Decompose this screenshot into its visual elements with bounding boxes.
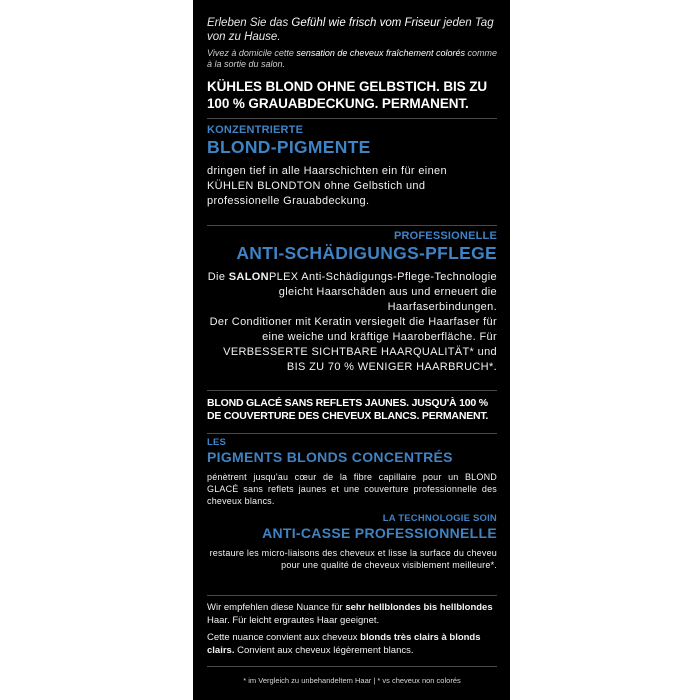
section-body: restaure les micro-liaisons des cheveux et lisse la surface du cheveu pour une qualité de cheveux visiblement meilleure*. (209, 548, 497, 570)
divider (207, 118, 497, 119)
body-text: Anti-Schädigungs-Pflege-Technologie gleicht Haarschäden aus und erneuert die Haarfaserbindungen. (278, 271, 497, 313)
claim-french: BLOND GLACÉ SANS REFLETS JAUNES. JUSQU'À 100 % DE COUVERTURE DES CHEVEUX BLANCS. PERMANENT. (207, 397, 489, 422)
recommendation-bold: sehr hellblondes bis hellblondes (345, 602, 493, 613)
intro-german-highlight: Gefühl wie frisch vom Friseur (291, 17, 441, 29)
section-pigments-fr (207, 437, 497, 507)
intro-french-text: Vivez à domicile cette (207, 48, 297, 58)
section-pigments-de (207, 124, 497, 209)
section-care-de (207, 230, 497, 375)
section-body: pénètrent jusqu'au cœur de la fibre capillaire pour un BLOND GLACÉ sans reflets jaunes et une couverture professionnelle des cheveux blancs. (207, 472, 497, 506)
recommendation-text: Cette nuance convient aux cheveux (207, 632, 361, 643)
divider (207, 666, 497, 667)
section-title: ANTI-CASSE PROFESSIONNELLE (262, 525, 497, 541)
intro-french (207, 48, 497, 70)
intro-german (207, 16, 497, 44)
recommendation-bold: blonds très clairs à blonds clairs. (207, 632, 481, 656)
section-body: dringen tief in alle Haarschichten ein für einen KÜHLEN BLONDTON ohne Gelbstich und professionelle Grauabdeckung. (207, 165, 447, 207)
recommendation-text-end: Convient aux cheveux légèrement blancs. (234, 644, 414, 656)
section-care-fr (207, 513, 497, 571)
recommendation-german (207, 602, 497, 627)
intro-german-text: Erleben Sie das (207, 17, 292, 29)
product-text-panel (193, 0, 510, 700)
section-title: PIGMENTS BLONDS CONCENTRÉS (207, 449, 453, 465)
section-kicker: PROFESSIONELLE (393, 230, 497, 242)
divider (207, 433, 497, 434)
body-text: Die (207, 271, 229, 283)
recommendation-text-end: Haar. Für leicht ergrautes Haar geeignet. (207, 614, 380, 626)
footnote: * im Vergleich zu unbehandeltem Haar | * vs cheveux non colorés (243, 676, 461, 685)
intro-german-text-end: jeden Tag von zu Hause. (207, 17, 494, 43)
section-title: ANTI-SCHÄDIGUNGS-PFLEGE (236, 243, 497, 263)
brand-name-bold: SALON (228, 271, 269, 283)
claim-german: KÜHLES BLOND OHNE GELBSTICH. BIS ZU 100 % GRAUABDECKUNG. PERMANENT. (207, 79, 488, 111)
section-body (207, 270, 497, 315)
divider (207, 595, 497, 596)
recommendation-text: Wir empfehlen diese Nuance für (207, 602, 346, 613)
intro-french-highlight: sensation de cheveux fraîchement colorés (296, 48, 465, 58)
section-title: BLOND-PIGMENTE (207, 137, 371, 157)
section-kicker: LES (207, 437, 227, 448)
section-body-2: Der Conditioner mit Keratin versiegelt die Haarfaser für eine weiche und kräftige Haaroberfläche. Für VERBESSERTE SICHTBARE HAARQUALITÄT* und BIS ZU 70 % WENIGER HAARBRUCH*. (209, 316, 497, 373)
recommendation-french (207, 632, 497, 657)
intro-french-text-end: comme à la sortie du salon. (207, 48, 498, 69)
divider (207, 390, 497, 391)
divider (207, 225, 497, 226)
section-kicker: KONZENTRIERTE (207, 124, 304, 136)
section-kicker: LA TECHNOLOGIE SOIN (382, 513, 497, 524)
brand-name-rest: PLEX (268, 271, 299, 283)
